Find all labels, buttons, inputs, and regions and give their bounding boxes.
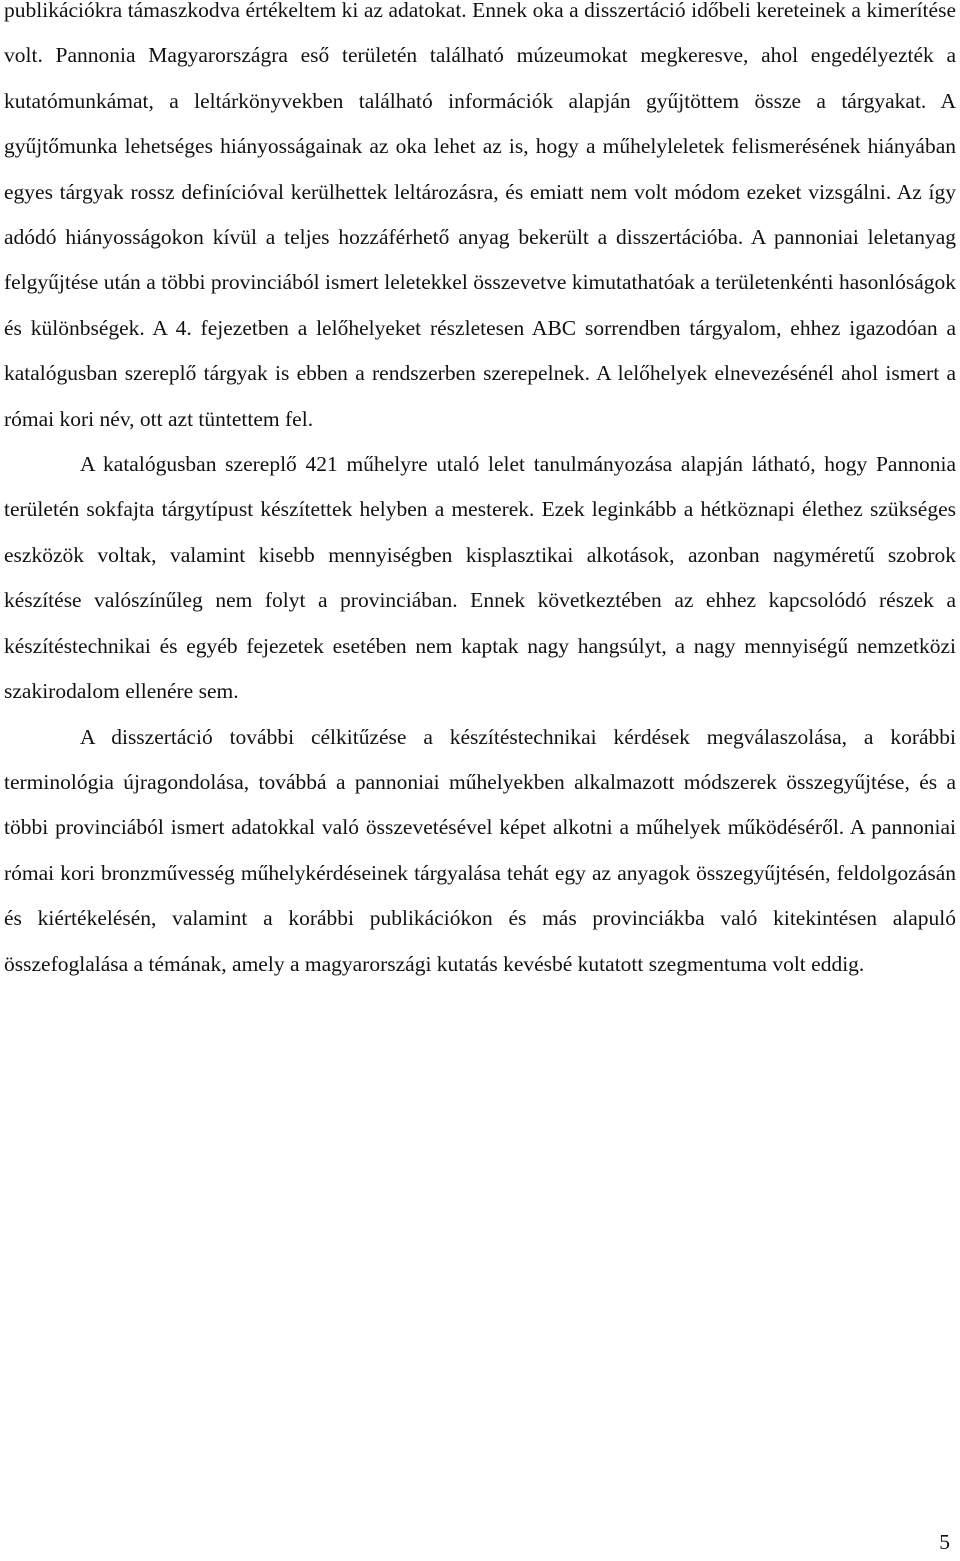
paragraph-1: publikációkra támaszkodva értékeltem ki az adatokat. Ennek oka a disszertáció időbeli kereteinek a kimerítése volt. Pannonia Magyarországra eső területén található múzeumokat megkeresve, ahol engedélyezték a kutatómunkámat, a leltárkönyvekben található információk alapján gyűjtöttem össze a tárgyakat. A gyűjtőmunka lehetséges hiányosságainak az oka lehet az is, hogy a műhelyleletek felismerésének hiányában egyes tárgyak rossz definícióval kerülhettek leltározásra, és emiatt nem volt módom ezeket vizsgálni. Az így adódó hiányosságokon kívül a teljes hozzáférhető anyag bekerült a disszertációba. A pannoniai leletanyag felgyűjtése után a többi provinciából ismert leletekkel összevetve kimutathatóak a területenkénti hasonlóságok és különbségek. A 4. fejezetben a lelőhelyeket részletesen ABC sorrendben tárgyalom, ehhez igazodóan a katalógusban szereplő tárgyak is ebben a rendszerben szerepelnek. A lelőhelyek elnevezésénél ahol ismert a római kori név, ott azt tüntettem fel. [4, 0, 956, 431]
paragraph-2: A katalógusban szereplő 421 műhelyre utaló lelet tanulmányozása alapján látható, hogy Pannonia területén sokfajta tárgytípust készítettek helyben a mesterek. Ezek leginkább a hétköznapi élethez szükséges eszközök voltak, valamint kisebb mennyiségben kisplasztikai alkotások, azonban nagyméretű szobrok készítése valószínűleg nem folyt a provinciában. Ennek következtében az ehhez kapcsolódó részek a készítéstechnikai és egyéb fejezetek esetében nem kaptak nagy hangsúlyt, a nagy mennyiségű nemzetközi szakirodalom ellenére sem. [4, 452, 956, 704]
paragraph-3: A disszertáció további célkitűzése a készítéstechnikai kérdések megválaszolása, a korábbi terminológia újragondolása, továbbá a pannoniai műhelyekben alkalmazott módszerek összegyűjtése, és a többi provinciából ismert adatokkal való összevetésével képet alkotni a műhelyek működéséről. A pannoniai római kori bronzművesség műhelykérdéseinek tárgyalása tehát egy az anyagok összegyűjtésén, feldolgozásán és kiértékelésén, valamint a korábbi publikációkon és más provinciákba való kitekintésen alapuló összefoglalása a témának, amely a magyarországi kutatás kevésbé kutatott szegmentuma volt eddig. [4, 724, 956, 976]
body-text [4, 0, 956, 987]
page-number: 5 [939, 1530, 950, 1554]
